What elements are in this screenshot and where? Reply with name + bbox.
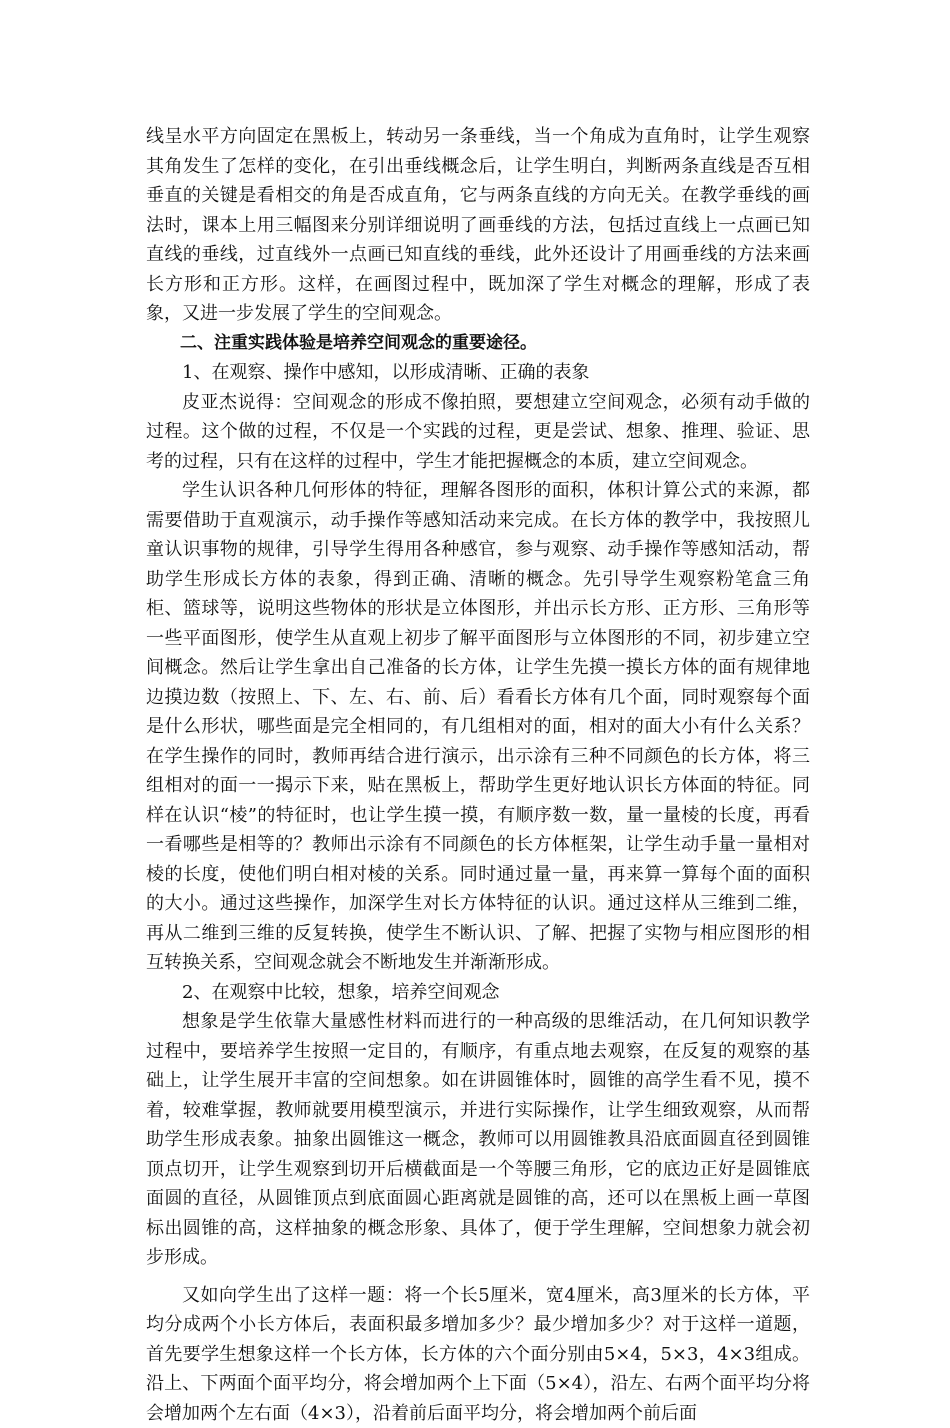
section-heading: 二、注重实践体验是培养空间观念的重要途径。 (146, 329, 810, 359)
subsection-heading-1: 1、在观察、操作中感知，以形成清晰、正确的表象 (146, 358, 810, 388)
paragraph-example-problem: 又如向学生出了这样一题：将一个长5厘米，宽4厘米，高3厘米的长方体，平均分成两个小长方体后，表面积最多增加多少？最少增加多少？对于这样一道题，首先要学生想象这样一个长方体，长方体的六个面分别由5×4，5×3，4×3组成。沿上、下两面个面平均分，将会增加两个上下面（5×4），沿左、右两个面平均分将会增加两个左右面（4×3），沿着前后面平均分，将会增加两个前后面 (146, 1281, 810, 1428)
paragraph-cuboid-teaching: 学生认识各种几何形体的特征，理解各图形的面积，体积计算公式的来源，都需要借助于直观演示，动手操作等感知活动来完成。在长方体的教学中，我按照儿童认识事物的规律，引导学生得用各种感官，参与观察、动手操作等感知活动，帮助学生形成长方体的表象，得到正确、清晰的概念。先引导学生观察粉笔盒三角柜、篮球等，说明这些物体的形状是立体图形，并出示长方形、正方形、三角形等一些平面图形，使学生从直观上初步了解平面图形与立体图形的不同，初步建立空间概念。然后让学生拿出自己准备的长方体，让学生先摸一摸长方体的面有规律地边摸边数（按照上、下、左、右、前、后）看看长方体有几个面，同时观察每个面是什么形状，哪些面是完全相同的，有几组相对的面，相对的面大小有什么关系？在学生操作的同时，教师再结合进行演示，出示涂有三种不同颜色的长方体，将三组相对的面一一揭示下来，贴在黑板上，帮助学生更好地认识长方体面的特征。同样在认识“棱”的特征时，也让学生摸一摸，有顺序数一数，量一量棱的长度，再看一看哪些是相等的？教师出示涂有不同颜色的长方体框架，让学生动手量一量相对棱的长度，使他们明白相对棱的关系。同时通过量一量，再来算一算每个面的面积的大小。通过这些操作，加深学生对长方体特征的认识。通过这样从三维到二维，再从二维到三维的反复转换，使学生不断认识、了解、把握了实物与相应图形的相互转换关系，空间观念就会不断地发生并渐渐形成。 (146, 476, 810, 978)
document-page (146, 122, 810, 1428)
paragraph-piaget-quote: 皮亚杰说得：空间观念的形成不像拍照，要想建立空间观念，必须有动手做的过程。这个做的过程，不仅是一个实践的过程，更是尝试、想象、推理、验证、思考的过程，只有在这样的过程中，学生才能把握概念的本质，建立空间观念。 (146, 388, 810, 477)
paragraph-continuation: 线呈水平方向固定在黑板上，转动另一条垂线，当一个角成为直角时，让学生观察其角发生了怎样的变化，在引出垂线概念后，让学生明白，判断两条直线是否互相垂直的关键是看相交的角是否成直角，它与两条直线的方向无关。在教学垂线的画法时，课本上用三幅图来分别详细说明了画垂线的方法，包括过直线上一点画已知直线的垂线，过直线外一点画已知直线的垂线，此外还设计了用画垂线的方法来画长方形和正方形。这样，在画图过程中，既加深了学生对概念的理解，形成了表象，又进一步发展了学生的空间观念。 (146, 122, 810, 329)
subsection-heading-2: 2、在观察中比较，想象，培养空间观念 (146, 978, 810, 1008)
paragraph-imagination: 想象是学生依靠大量感性材料而进行的一种高级的思维活动，在几何知识教学过程中，要培养学生按照一定目的，有顺序，有重点地去观察，在反复的观察的基础上，让学生展开丰富的空间想象。如在讲圆锥体时，圆锥的高学生看不见，摸不着，较难掌握，教师就要用模型演示，并进行实际操作，让学生细致观察，从而帮助学生形成表象。抽象出圆锥这一概念，教师可以用圆锥教具沿底面圆直径到圆锥顶点切开，让学生观察到切开后横截面是一个等腰三角形，它的底边正好是圆锥底面圆的直径，从圆锥顶点到底面圆心距离就是圆锥的高，还可以在黑板上画一草图标出圆锥的高，这样抽象的概念形象、具体了，便于学生理解，空间想象力就会初步形成。 (146, 1007, 810, 1273)
